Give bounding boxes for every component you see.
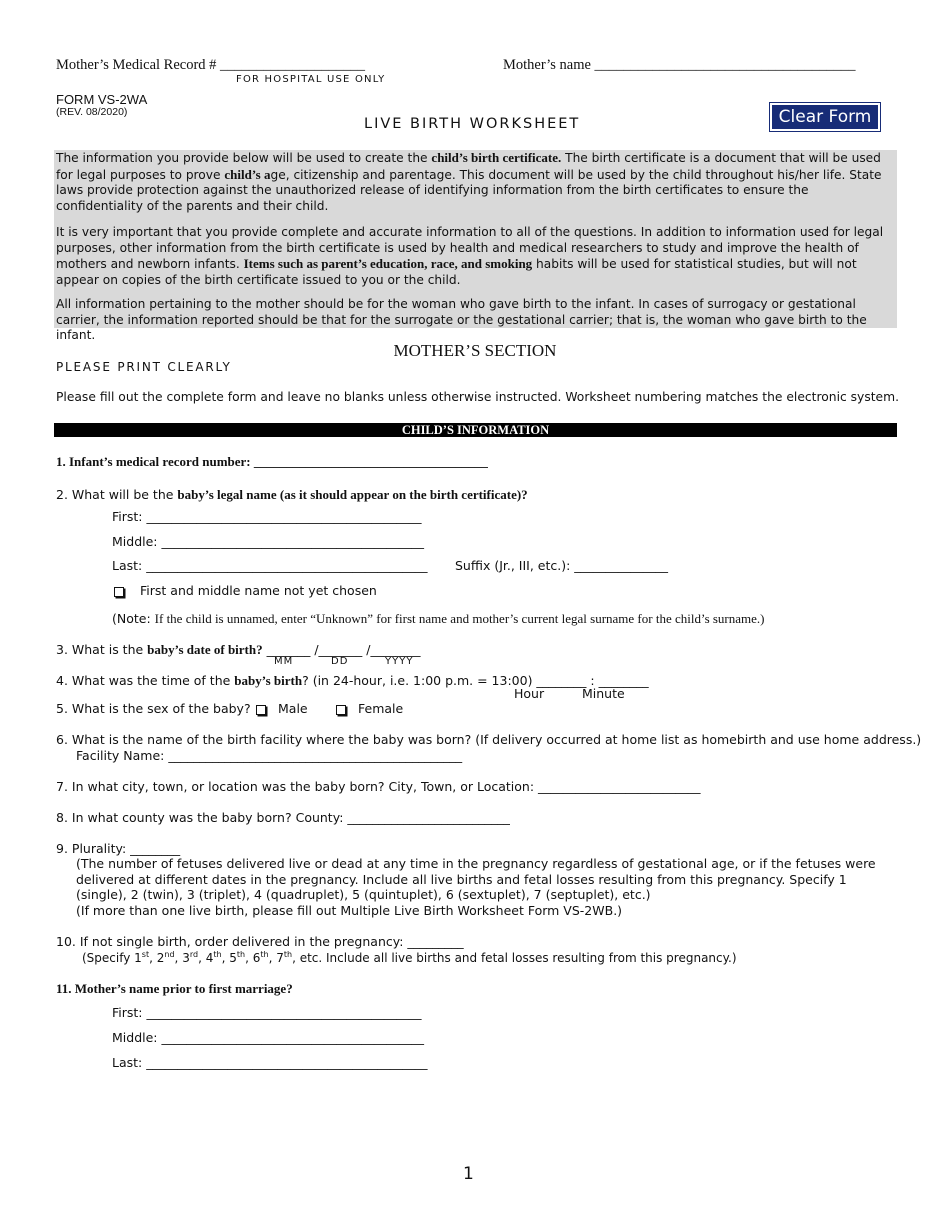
intro-text: ge, citizenship and parentage. This document will be used by the child throughout his/her life. State laws provide protection against the unauthorized release of identifying information from the birth certificates to ensure the confidentiality of the parents and their child. xyxy=(56,167,882,213)
question-bold-text: baby’s birth xyxy=(234,673,303,688)
hospital-use-note: FOR HOSPITAL USE ONLY xyxy=(236,74,386,85)
ordinal-suffix: th xyxy=(260,950,269,959)
page-title: LIVE BIRTH WORKSHEET xyxy=(364,116,581,132)
birth-order-field[interactable]: 10. If not single birth, order delivered in the pregnancy: _________ xyxy=(56,934,464,949)
note-text: , etc. Include all live births and fetal losses resulting from this pregnancy.) xyxy=(292,951,737,965)
mother-medical-record-field[interactable]: Mother’s Medical Record # ____________________ xyxy=(56,57,366,73)
year-label: YYYY xyxy=(385,656,414,667)
birth-order-note: (Specify 1st, 2nd, 3rd, 4th, 5th, 6th, 7th, etc. Include all live births and fetal losses resulting from this pregnancy.) xyxy=(82,950,737,965)
question-bold-text: baby’s legal name (as it should appear on the birth certificate)? xyxy=(177,487,528,502)
unnamed-child-note xyxy=(112,608,765,627)
time-of-birth-field[interactable] xyxy=(56,670,649,689)
question-text: 4. What was the time of the xyxy=(56,673,235,688)
form-id: FORM VS-2WA xyxy=(56,92,148,107)
question-2 xyxy=(56,484,528,503)
intro-paragraph-2 xyxy=(56,225,894,288)
ordinal-suffix: nd xyxy=(164,950,175,959)
note-text: If the child is unnamed, enter “Unknown” for first name and mother’s current legal surname for the child’s surname.) xyxy=(154,611,765,626)
question-text: 2. What will be the xyxy=(56,487,178,502)
birth-county-field[interactable]: 8. In what county was the baby born? County: __________________________ xyxy=(56,810,510,825)
female-checkbox[interactable] xyxy=(336,705,346,715)
ordinal-number: 3 xyxy=(182,951,190,965)
ordinal-suffix: rd xyxy=(189,950,199,959)
male-checkbox[interactable] xyxy=(256,705,266,715)
intro-paragraph-1 xyxy=(56,150,894,214)
intro-bold-text: child’s a xyxy=(224,166,271,182)
ordinal-suffix: st xyxy=(141,950,150,959)
baby-suffix-field[interactable]: Suffix (Jr., III, etc.): _______________ xyxy=(455,558,669,573)
baby-middle-name-field[interactable]: Middle: __________________________________________ xyxy=(112,534,424,549)
ordinal-number: 4 xyxy=(205,951,214,965)
maiden-first-name-field[interactable]: First: ____________________________________________ xyxy=(112,1005,422,1020)
baby-first-name-field[interactable]: First: ____________________________________________ xyxy=(112,509,422,524)
facility-name-field[interactable]: Facility Name: _______________________________________________ xyxy=(76,748,463,763)
birth-city-field[interactable]: 7. In what city, town, or location was the baby born? City, Town, or Location: __________________________ xyxy=(56,779,701,794)
form-revision: (REV. 08/2020) xyxy=(56,106,128,118)
sex-male-option[interactable] xyxy=(256,701,308,716)
instructions-text: Please fill out the complete form and leave no blanks unless otherwise instructed. Worksheet numbering matches the electronic system. xyxy=(56,390,900,404)
maiden-middle-name-field[interactable]: Middle: __________________________________________ xyxy=(112,1030,424,1045)
intro-bold-text: Items such as parent’s education, race, and smoking xyxy=(243,256,533,272)
ordinal-number: 6 xyxy=(252,951,261,965)
month-label: MM xyxy=(274,656,294,667)
maiden-last-name-field[interactable]: Last: _____________________________________________ xyxy=(112,1055,428,1070)
intro-paragraph-3: All information pertaining to the mother should be for the woman who gave birth to the infant. In cases of surrogacy or gestational carrier, the information reported should be that for the surrogate or the gestational carrier; that is, the woman who gave birth to the infant. xyxy=(56,297,867,343)
minute-label: Minute xyxy=(582,686,625,701)
plurality-note: (The number of fetuses delivered live or dead at any time in the pregnancy regardless of gestational age, or if the fetuses were delivered at different dates in the pregnancy. Include all live births and fetal losses resulting from this pregnancy. Specify 1 (single), 2 (twin), 3 (triplet), 4 (quadruplet), 5 (quintuplet), 6 (sextuplet), 7 (septuplet), etc.) xyxy=(76,856,876,902)
page-number: 1 xyxy=(463,1164,474,1184)
infant-medical-record-field[interactable]: 1. Infant’s medical record number: ____________________________________ xyxy=(56,454,488,469)
name-not-chosen-option[interactable] xyxy=(114,583,377,598)
childs-information-header: CHILD’S INFORMATION xyxy=(54,423,897,437)
question-text: 3. What is the xyxy=(56,642,148,657)
ordinal-suffix: th xyxy=(213,950,222,959)
intro-text: The birth certificate is a document that will be used for legal purposes to prove xyxy=(56,151,881,182)
ordinal-number: 2 xyxy=(156,951,165,965)
question-11: 11. Mother’s name prior to first marriage? xyxy=(56,981,293,996)
clear-form-button[interactable]: Clear Form xyxy=(770,103,880,131)
date-blanks[interactable]: _______ /_______ /________ xyxy=(262,642,421,657)
checkbox-label: Female xyxy=(358,701,404,716)
checkbox-label: Male xyxy=(278,701,308,716)
question-bold-text: baby’s date of birth? xyxy=(147,642,263,657)
sex-female-option[interactable] xyxy=(336,701,403,716)
ordinal-suffix: th xyxy=(283,950,293,959)
checkbox-label: First and middle name not yet chosen xyxy=(140,583,377,598)
ordinal-number: 5 xyxy=(229,951,237,965)
intro-text: habits will be used for statistical studies, but will not appear on copies of the birth certificate issued to you or the child. xyxy=(56,257,857,287)
baby-last-name-field[interactable]: Last: _____________________________________________ xyxy=(112,558,428,573)
multiple-birth-note: (If more than one live birth, please fill out Multiple Live Birth Worksheet Form VS-2WB.) xyxy=(76,903,623,918)
date-of-birth-field[interactable] xyxy=(56,639,420,658)
time-blanks[interactable]: ? (in 24-hour, i.e. 1:00 p.m. = 13:00) ________ : ________ xyxy=(302,673,649,688)
intro-text: It is very important that you provide complete and accurate information to all of the questions. In addition to information used for legal purposes, other information from the birth certificate is used by health and medical researchers to study and improve the health of mothers and newborn infants. xyxy=(56,225,884,272)
note-text: (Specify 1 xyxy=(82,951,142,965)
day-label: DD xyxy=(331,656,349,667)
intro-bold-text: child’s birth certificate. xyxy=(431,150,562,165)
hour-label: Hour xyxy=(514,686,545,701)
print-clearly-note: PLEASE PRINT CLEARLY xyxy=(56,360,232,374)
note-text: (Note: xyxy=(112,611,155,626)
intro-text: The information you provide below will be used to create the xyxy=(56,151,432,165)
question-5: 5. What is the sex of the baby? xyxy=(56,701,251,716)
intro-info-box xyxy=(54,150,897,343)
mothers-section-title: MOTHER’S SECTION xyxy=(393,341,557,360)
ordinal-number: 7 xyxy=(276,951,284,965)
question-6: 6. What is the name of the birth facility where the baby was born? (If delivery occurred at home list as homebirth and use home address.) xyxy=(56,732,922,747)
plurality-field[interactable]: 9. Plurality: ________ xyxy=(56,841,181,856)
ordinal-suffix: th xyxy=(236,950,246,959)
name-not-chosen-checkbox[interactable] xyxy=(114,587,124,597)
mother-name-field[interactable]: Mother’s name ____________________________________ xyxy=(503,57,856,73)
